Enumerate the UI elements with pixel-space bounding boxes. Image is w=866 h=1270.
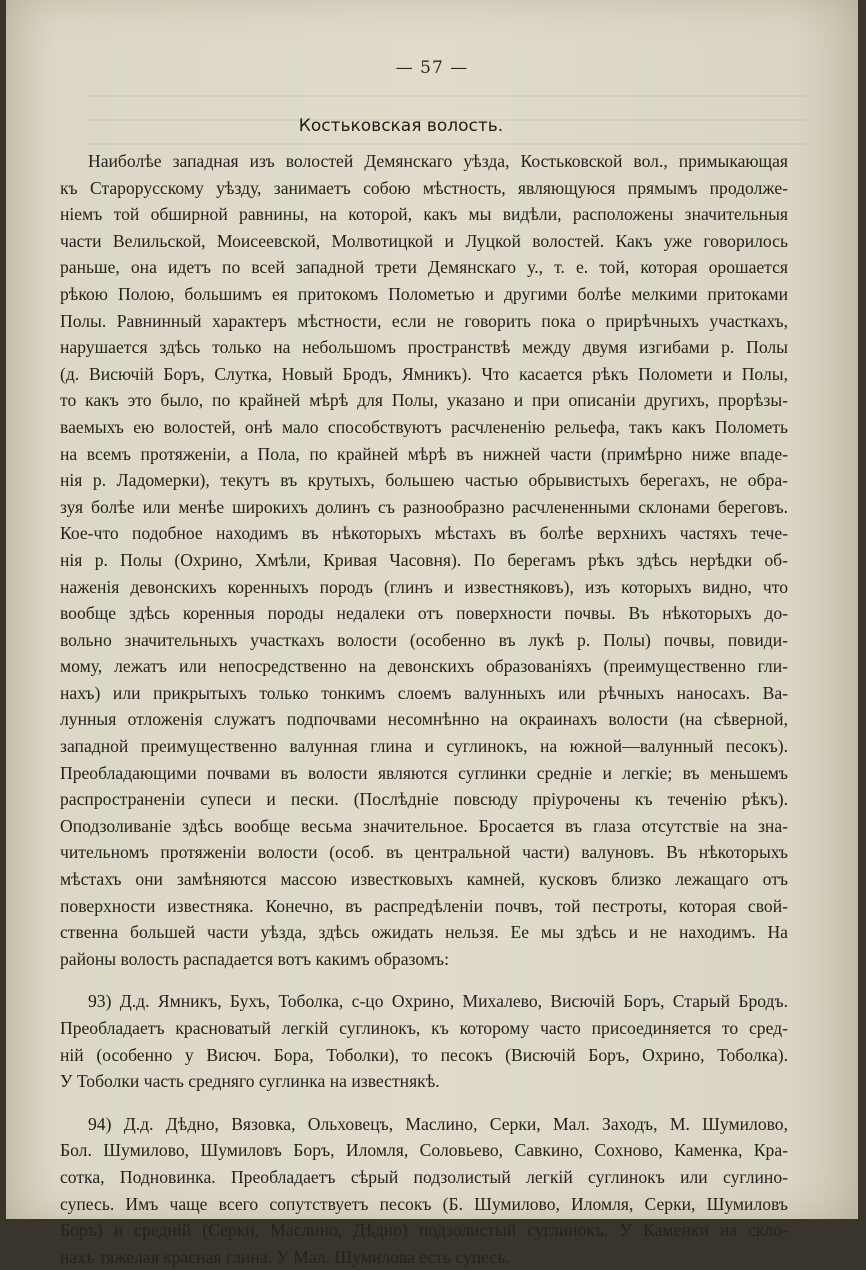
text-line: У Тоболки часть средняго суглинка на известнякѣ. xyxy=(60,1071,440,1092)
text-line: ніемъ той обширной равнины, на которой, какъ мы видѣли, расположены значительныя xyxy=(60,204,788,225)
text-line: зуя болѣе или менѣе широкихъ долинъ съ разнообразно расчлененными склонами береговъ. xyxy=(60,496,788,517)
text-line: мѣстахъ они замѣняются массою известковыхъ камней, кусковъ близко лежащаго отъ xyxy=(60,869,788,890)
text-line: западной преимущественно валунная глина и суглинокъ, на южной—валунный песокъ). xyxy=(60,736,788,757)
text-line: Кое-что подобное находимъ въ нѣкоторыхъ мѣстахъ въ болѣе верхнихъ частяхъ тече- xyxy=(60,523,788,544)
text-line: 93) Д.д. Ямникъ, Бухъ, Тоболка, с-цо Охрино, Михалево, Висючій Боръ, Старый Бродъ. xyxy=(88,991,788,1012)
text-line: (д. Висючій Боръ, Слутка, Новый Бродъ, Ямникъ). Что касается рѣкъ Поломети и Полы, xyxy=(60,363,788,384)
text-line: поверхности известняка. Конечно, въ распредѣленіи почвъ, той пестроты, которая свой- xyxy=(60,895,788,916)
text-line: Наиболѣе западная изъ волостей Демянскаго уѣзда, Костьковской вол., примыкающая xyxy=(88,151,788,171)
paragraph-district-94 xyxy=(60,1111,788,1270)
text-line: Преобладаетъ красноватый легкій суглинокъ, къ которому часто присоединяется то сред- xyxy=(60,1018,788,1038)
text-line: Полы. Равнинный характеръ мѣстности, если не говорить пока о прирѣчныхъ участкахъ, xyxy=(60,310,788,331)
text-line: сотка, Подновинка. Преобладаетъ сѣрый подзолистый легкій суглинокъ или суглино- xyxy=(60,1166,788,1187)
text-line: на всемъ протяженіи, а Пола, по крайней мѣрѣ въ нижней части (примѣрно ниже впаде- xyxy=(60,443,788,464)
text-line: супесь. Имъ чаще всего сопутствуетъ песокъ (Б. Шумилово, Иломля, Серки, Шумиловъ xyxy=(60,1193,788,1214)
text-line: ственна большей части уѣзда, здѣсь ожидать нельзя. Ее мы здѣсь и не находимъ. На xyxy=(60,922,788,943)
text-line: нахъ) или прикрытыхъ только тонкимъ слоемъ валунныхъ или рѣчныхъ наносахъ. Ва- xyxy=(60,682,788,703)
text-line: Бол. Шумилово, Шумиловъ Боръ, Иломля, Соловьево, Савкино, Сохново, Каменка, Кра- xyxy=(60,1140,788,1161)
page-number: — 57 — xyxy=(395,58,469,78)
text-line: мому, лежатъ или непосредственно на девонскихъ образованіяхъ (преимущественно гли- xyxy=(60,656,788,677)
text-line: ваемыхъ ею волостей, онѣ мало способствуютъ расчлененію рельефа, такъ какъ Полометь xyxy=(60,416,788,437)
text-line: Боръ) и средній (Серки, Маслино, Дѣдно) подзолистый суглинокъ. У Каменки на скло- xyxy=(60,1220,788,1241)
text-line: чительномъ протяженіи волости (особ. въ центральной части) валуновъ. Въ нѣкоторыхъ xyxy=(60,842,788,863)
text-line: наженія девонскихъ коренныхъ породъ (глинъ и известняковъ), изъ которыхъ видно, что xyxy=(60,576,788,597)
text-line: Оподзоливаніе здѣсь вообще весьма значительное. Бросается въ глаза отсутствіе на зна- xyxy=(60,815,788,836)
text-line: ній (особенно у Висюч. Бора, Тоболки), то песокъ (Висючій Боръ, Охрино, Тоболка). xyxy=(60,1044,788,1065)
text-line: лунныя отложенія служатъ подпочвами несомнѣнно на окраинахъ волости (на сѣверной, xyxy=(60,709,788,730)
text-line: Преобладающими почвами въ волости являются суглинки средніе и легкіе; въ меньшемъ xyxy=(60,762,788,783)
text-line: нія р. Ладомерки), текутъ въ крутыхъ, большею частью обрывистыхъ берегахъ, не обра- xyxy=(60,470,788,491)
body-text xyxy=(60,148,788,1270)
scanned-page xyxy=(6,0,858,1267)
text-line: районы волость распадается вотъ какимъ образомъ: xyxy=(60,948,449,969)
paragraph-intro xyxy=(60,148,788,972)
text-line: вообще здѣсь коренныя породы недалеки отъ поверхности почвы. Въ нѣкоторыхъ до- xyxy=(60,603,788,624)
text-line: части Велильской, Моисеевской, Молвотицкой и Луцкой волостей. Какъ уже говорилось xyxy=(60,230,788,251)
text-line: къ Старорусскому уѣзду, занимаетъ собою мѣстность, являющуюся прямымъ продолже- xyxy=(60,177,788,198)
section-title: Костьковская волость. xyxy=(298,116,504,136)
bleed-through-texture xyxy=(86,85,806,145)
text-line: 94) Д.д. Дѣдно, Вязовка, Ольховецъ, Маслино, Серки, Мал. Заходъ, М. Шумилово, xyxy=(88,1113,788,1134)
text-line: нія р. Полы (Охрино, Хмѣли, Кривая Часовня). По берегамъ рѣкъ здѣсь нерѣдки об- xyxy=(60,549,788,570)
text-line: распространеніи супеси и пески. (Послѣдніе повсюду пріурочены къ теченію рѣкъ). xyxy=(60,789,788,810)
text-line: раньше, она идетъ по всей западной трети Демянскаго у., т. е. той, которая орошается xyxy=(60,257,788,278)
text-line: нарушается здѣсь только на небольшомъ пространствѣ между двумя изгибами р. Полы xyxy=(60,337,788,358)
text-line: вольно значительныхъ участкахъ волости (особенно въ лукѣ р. Полы) почвы, повиди- xyxy=(60,629,788,650)
text-line: нахъ тяжелая красная глина. У Мал. Шумилова есть супесь. xyxy=(60,1246,510,1267)
paragraph-district-93 xyxy=(60,988,788,1094)
text-line: рѣкою Полою, большимъ ея притокомъ Полометью и другими болѣе мелкими притоками xyxy=(60,283,788,304)
text-line: то какъ это было, по крайней мѣрѣ для Полы, указано и при описаніи другихъ, прорѣзы- xyxy=(60,390,788,411)
